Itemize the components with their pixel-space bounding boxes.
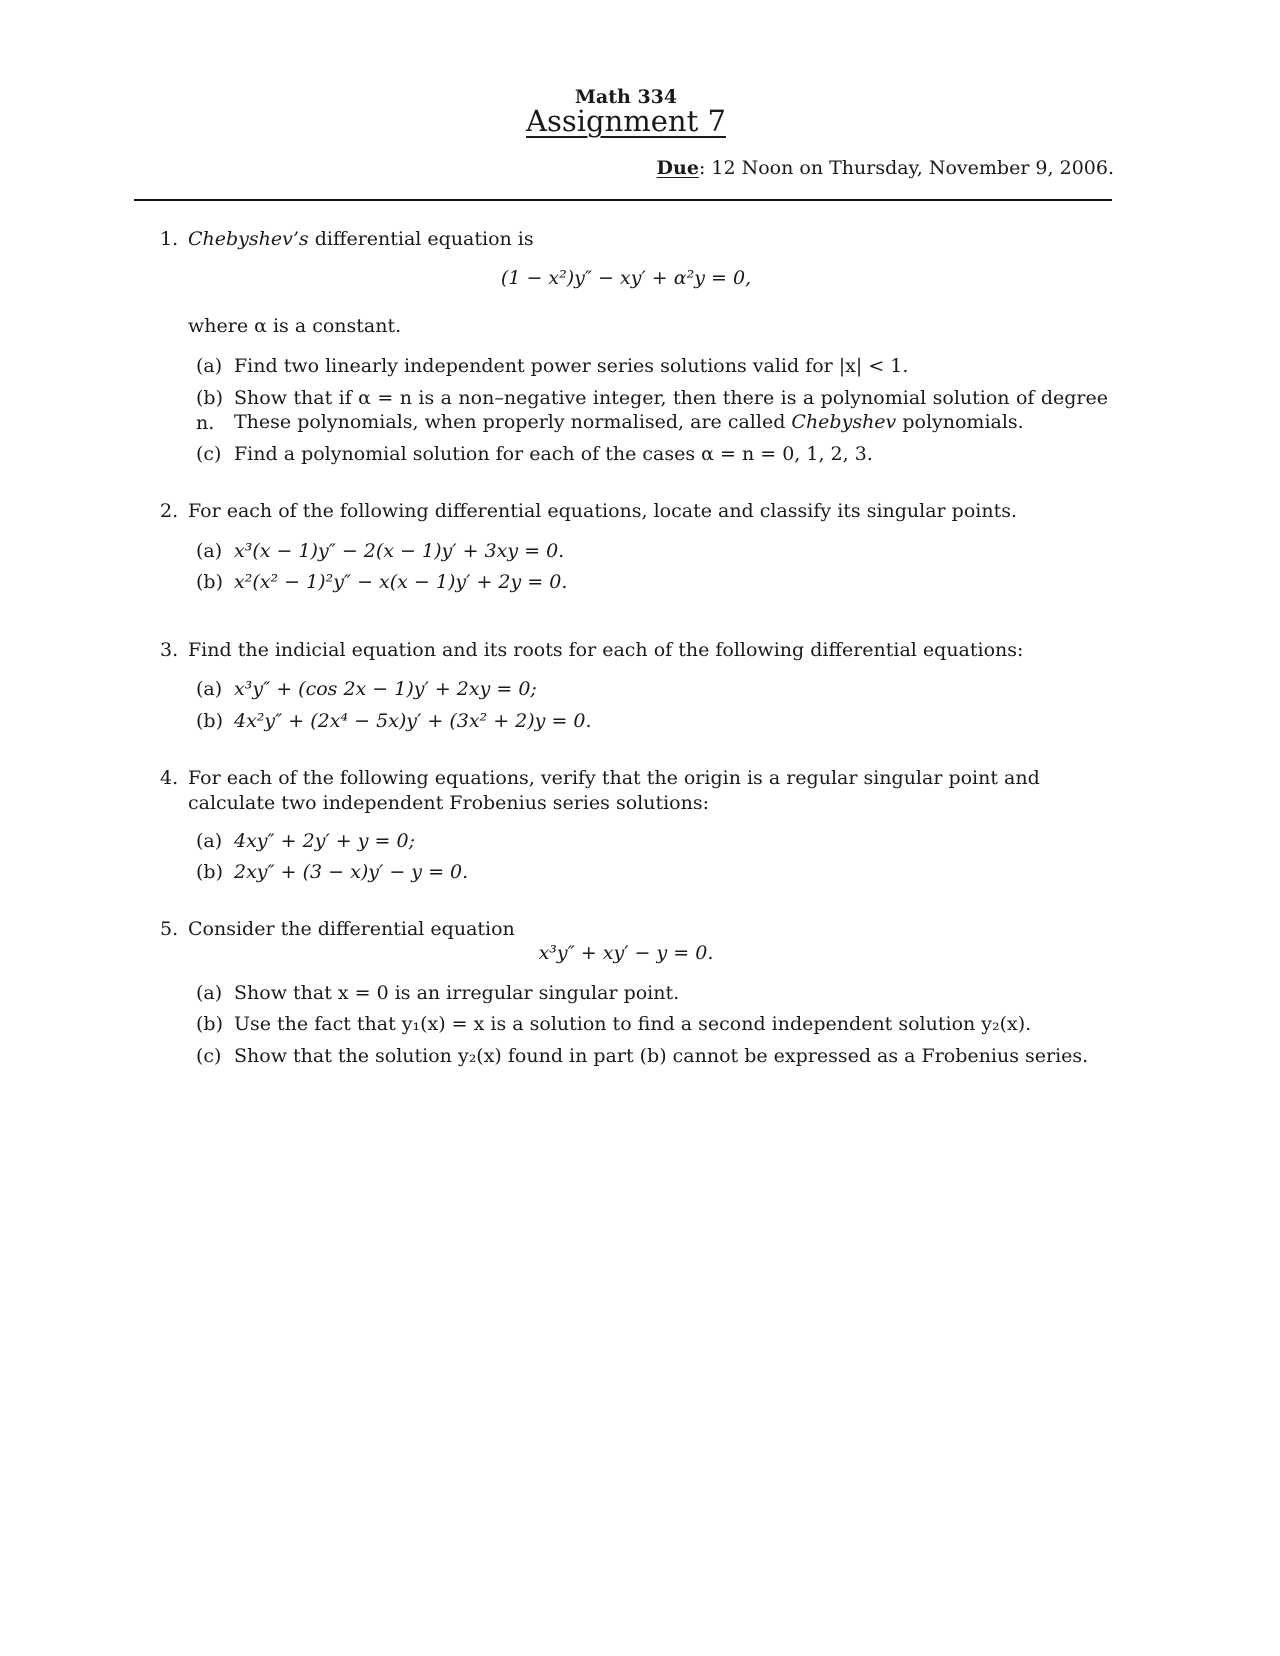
problem-1-intro xyxy=(188,227,534,252)
chebyshev-name: Chebyshev’s xyxy=(188,228,309,250)
problem-5-part-c xyxy=(196,1044,1088,1069)
part-tag: (c) xyxy=(196,443,222,465)
part-tag: (b) xyxy=(196,861,223,883)
chebyshev-term: Chebyshev xyxy=(791,411,897,433)
part-text: Find a polynomial solution for each of the cases α = n = 0, 1, 2, 3. xyxy=(234,443,873,465)
problem-1-note: where α is a constant. xyxy=(188,315,402,337)
problem-2-part-a xyxy=(196,539,564,564)
problem-1-number: 1. xyxy=(160,228,179,250)
part-tag: (a) xyxy=(196,830,223,852)
problem-3-part-b xyxy=(196,709,592,734)
problem-2-part-b xyxy=(196,570,567,595)
problem-4-part-a xyxy=(196,829,415,854)
problem-4-part-b xyxy=(196,860,468,885)
part-tag: (c) xyxy=(196,1045,222,1067)
problem-3-part-a xyxy=(196,677,537,702)
part-tag: (b) xyxy=(196,710,223,732)
problem-1-part-a xyxy=(196,354,908,379)
due-label: Due xyxy=(656,157,699,179)
problem-5-number: 5. xyxy=(160,918,179,940)
part-text: Show that x = 0 is an irregular singular point. xyxy=(234,982,680,1004)
problem-1-intro-text: differential equation is xyxy=(308,228,534,250)
part-text: Find two linearly independent power series solutions valid for |x| < 1. xyxy=(234,355,909,377)
part-tag: (b) xyxy=(196,1013,223,1035)
part-text: These polynomials, when properly normalised, are called xyxy=(234,411,792,433)
problem-5-part-a xyxy=(196,981,679,1006)
header-divider xyxy=(134,199,1112,201)
assignment-title: Assignment 7 xyxy=(526,104,726,138)
problem-5-part-b xyxy=(196,1012,1031,1037)
part-text: Use the fact that y₁(x) = x is a solution to find a second independent solution y₂(x). xyxy=(234,1013,1032,1035)
part-text: polynomials. xyxy=(896,411,1024,433)
part-tag: (a) xyxy=(196,982,223,1004)
part-equation: 2xy″ + (3 − x)y′ − y = 0. xyxy=(234,861,469,883)
part-equation: 4x²y″ + (2x⁴ − 5x)y′ + (3x² + 2)y = 0. xyxy=(234,710,592,732)
course-name: Math 334 xyxy=(574,86,678,108)
problem-4-intro: For each of the following equations, verify that the origin is a regular singular point and calculate two independent Frobenius series solutions: xyxy=(188,767,1040,814)
part-tag: (a) xyxy=(196,540,223,562)
problem-1-equation: (1 − x²)y″ − xy′ + α²y = 0, xyxy=(500,267,752,289)
due-text: : 12 Noon on Thursday, November 9, 2006. xyxy=(698,157,1114,179)
part-equation: x³(x − 1)y″ − 2(x − 1)y′ + 3xy = 0. xyxy=(234,540,565,562)
due-date xyxy=(657,157,1114,179)
problem-3-intro: Find the indicial equation and its roots for each of the following differential equations: xyxy=(188,639,1024,661)
part-tag: (b) xyxy=(196,387,223,409)
part-tag: (a) xyxy=(196,678,223,700)
problem-1-part-c xyxy=(196,442,873,467)
part-equation: x²(x² − 1)²y″ − x(x − 1)y′ + 2y = 0. xyxy=(234,571,568,593)
problem-5-equation: x³y″ + xy′ − y = 0. xyxy=(538,942,714,964)
part-tag: (b) xyxy=(196,571,223,593)
problem-3-number: 3. xyxy=(160,639,179,661)
part-text: Show that the solution y₂(x) found in part (b) cannot be expressed as a Frobenius series. xyxy=(234,1045,1089,1067)
part-text: Show that if α = n is a non–negative integer, then there is a polynomial solution of degree n. xyxy=(196,387,1108,434)
page-title xyxy=(0,104,1252,138)
problem-1-part-b-continued xyxy=(196,410,1024,435)
problem-2-number: 2. xyxy=(160,500,179,522)
problem-2-intro: For each of the following differential equations, locate and classify its singular points. xyxy=(188,500,1018,522)
part-equation: 4xy″ + 2y′ + y = 0; xyxy=(234,830,415,852)
problem-4-number: 4. xyxy=(160,767,179,789)
part-tag: (a) xyxy=(196,355,223,377)
problem-5-intro: Consider the differential equation xyxy=(188,918,515,940)
part-equation: x³y″ + (cos 2x − 1)y′ + 2xy = 0; xyxy=(234,678,537,700)
